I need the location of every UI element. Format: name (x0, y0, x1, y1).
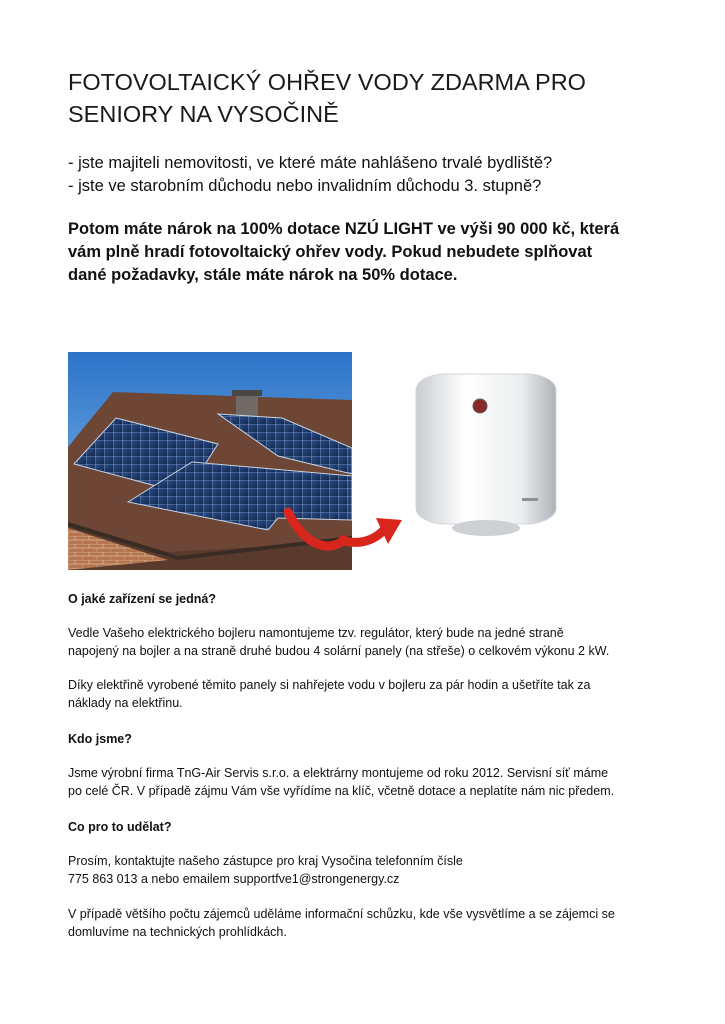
text-line: V případě většího počtu zájemců uděláme informační schůzku, kde vše vysvětlíme a se zájemci se (68, 907, 615, 921)
title-line-2: SENIORY NA VYSOČINĚ (68, 101, 339, 127)
who-paragraph (68, 765, 668, 800)
text-line: Jsme výrobní firma TnG-Air Servis s.r.o. a elektrárny montujeme od roku 2012. Servisní síť máme (68, 766, 609, 780)
text-line: po celé ČR. V případě zájmu Vám vše vyřídíme na klíč, včetně dotace a neplatíte nám nic předem. (68, 783, 615, 798)
lead-line: dané požadavky, stále máte nárok na 50% dotace. (68, 266, 458, 284)
text-line: Vedle Vašeho elektrického bojleru namontujeme tzv. regulátor, který bude na jedné straně (68, 626, 564, 640)
question-line: - jste majiteli nemovitosti, ve které máte nahlášeno trvalé bydliště? (68, 154, 553, 172)
eligibility-questions (68, 152, 668, 198)
title-line-1: FOTOVOLTAICKÝ OHŘEV VODY ZDARMA PRO (68, 69, 586, 95)
text-line: domluvíme na technických prohlídkách. (68, 924, 287, 939)
device-paragraph-2 (68, 677, 668, 712)
thermostat-dial-icon (473, 399, 487, 413)
text-line: náklady na elektřinu. (68, 695, 183, 710)
text-line: napojený na bojler a na straně druhé budou 4 solární panely (na střeše) o celkovém výkonu 2 kW. (68, 643, 610, 658)
device-paragraph-1 (68, 625, 668, 660)
text-line: Prosím, kontaktujte našeho zástupce pro kraj Vysočina telefonním čísle (68, 854, 463, 868)
solar-panels-roof-photo (68, 352, 352, 570)
arrow-head-icon (340, 500, 406, 560)
page-title (68, 66, 668, 130)
subsidy-statement (68, 218, 668, 287)
question-line: - jste ve starobním důchodu nebo invalidním důchodu 3. stupně? (68, 177, 542, 195)
contact-paragraph (68, 853, 668, 888)
meeting-paragraph (68, 906, 668, 941)
section-heading-action: Co pro to udělat? (68, 820, 172, 834)
lead-line: Potom máte nárok na 100% dotace NZÚ LIGHT ve výši 90 000 kč, která (68, 220, 620, 238)
water-heater-image (404, 368, 564, 544)
lead-line: vám plně hradí fotovoltaický ohřev vody. Pokud nebudete splňovat (68, 243, 593, 261)
section-heading-who: Kdo jsme? (68, 732, 132, 746)
contact-line: 775 863 013 a nebo emailem supportfve1@strongenergy.cz (68, 871, 400, 886)
section-heading-device: O jaké zařízení se jedná? (68, 592, 216, 606)
text-line: Díky elektřině vyrobené těmito panely si nahřejete vodu v bojleru za pár hodin a ušetříte tak za (68, 678, 591, 692)
